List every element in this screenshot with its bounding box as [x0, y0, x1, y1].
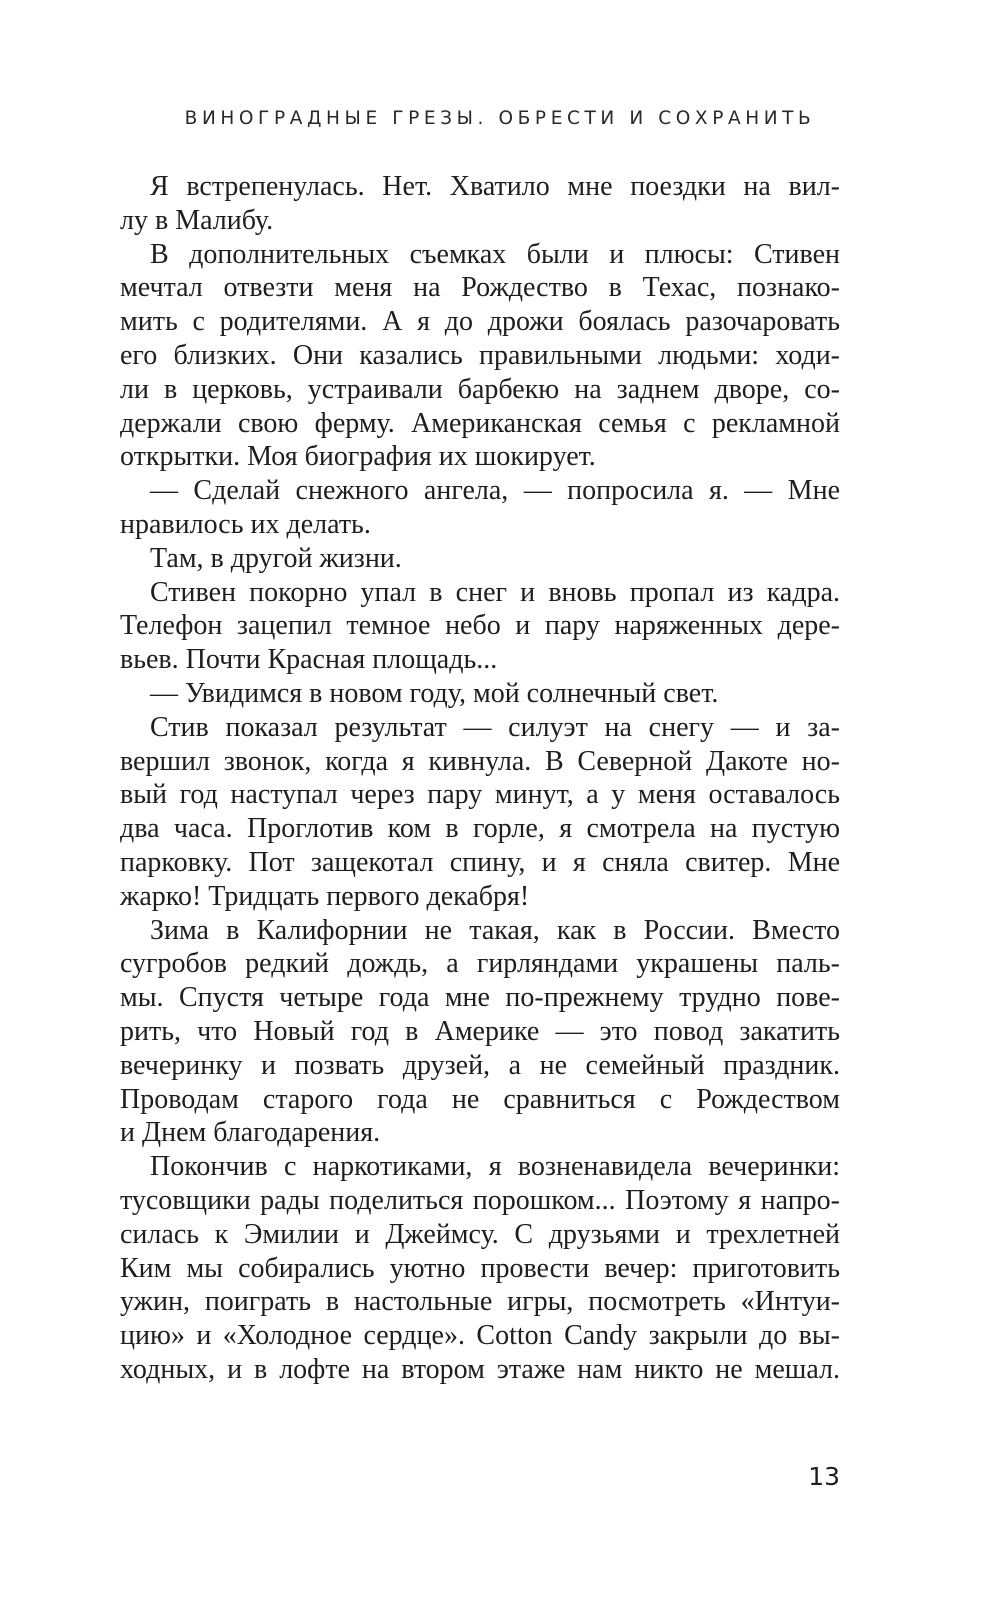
- text-line: вый год наступал через пару минут, а у меня оставалось: [120, 779, 840, 811]
- paragraph: [120, 170, 840, 238]
- text-line: Ким мы собирались уютно провести вечер: приготовить: [120, 1252, 840, 1284]
- text-line: его близких. Они казались правильными людьми: ходи-: [120, 339, 840, 371]
- text-line: ходных, и в лофте на втором этаже нам никто не мешал.: [120, 1353, 840, 1385]
- text-line: и Днем благодарения.: [120, 1117, 381, 1149]
- text-line: силась к Эмилии и Джеймсу. С друзьями и трехлетней: [120, 1218, 840, 1250]
- text-line: вечеринку и позвать друзей, а не семейный праздник.: [120, 1049, 840, 1081]
- text-line: ужин, поиграть в настольные игры, посмотреть «Интуи-: [120, 1286, 840, 1318]
- text-line: Проводам старого года не сравниться с Рождеством: [120, 1083, 840, 1115]
- text-line: тусовщики рады поделиться порошком... Поэтому я напро-: [120, 1184, 840, 1216]
- text-line: Покончив с наркотиками, я возненавидела вечеринки:: [150, 1151, 840, 1183]
- text-line: мы. Спустя четыре года мне по-прежнему трудно пове-: [120, 982, 840, 1014]
- page-body: [120, 170, 840, 1387]
- text-line: два часа. Проглотив ком в горле, я смотрела на пустую: [120, 813, 840, 845]
- paragraph: [120, 914, 840, 1151]
- paragraph: [120, 542, 840, 576]
- paragraph: [120, 677, 840, 711]
- running-title: ВИНОГРАДНЫЕ ГРЕЗЫ. ОБРЕСТИ И СОХРАНИТЬ: [184, 108, 816, 129]
- text-line: Стив показал результат — силуэт на снегу — и за-: [150, 711, 840, 743]
- text-line: ли в церковь, устраивали барбекю на заднем дворе, со-: [120, 373, 840, 405]
- text-line: нравилось их делать.: [120, 508, 371, 540]
- text-line: — Сделай снежного ангела, — попросила я. — Мне: [150, 475, 840, 507]
- paragraph: [120, 576, 840, 677]
- text-line: Телефон зацепил темное небо и пару наряженных дере-: [120, 610, 840, 642]
- text-line: парковку. Пот защекотал спину, и я сняла свитер. Мне: [120, 846, 840, 878]
- text-line: лу в Малибу.: [120, 204, 274, 236]
- text-line: цию» и «Холодное сердце». Cotton Candy закрыли до вы-: [120, 1320, 840, 1352]
- text-line: мечтал отвезти меня на Рождество в Техас, познако-: [120, 272, 840, 304]
- text-line: открытки. Моя биография их шокирует.: [120, 441, 596, 473]
- text-line: Я встрепенулась. Нет. Хватило мне поездки на вил-: [150, 171, 840, 202]
- text-line: Зима в Калифорнии не такая, как в России. Вместо: [150, 914, 840, 946]
- text-line: жарко! Тридцать первого декабря!: [120, 880, 530, 912]
- text-line: В дополнительных съемках были и плюсы: Стивен: [150, 238, 840, 270]
- page-number: 13: [808, 1462, 840, 1491]
- text-line: — Увидимся в новом году, мой солнечный свет.: [150, 677, 719, 709]
- paragraph: [120, 1150, 840, 1387]
- text-line: вьев. Почти Красная площадь...: [120, 644, 498, 676]
- text-line: вершил звонок, когда я кивнула. В Северной Дакоте но-: [120, 745, 840, 777]
- paragraph: [120, 238, 840, 475]
- text-line: сугробов редкий дождь, а гирляндами украшены паль-: [120, 948, 840, 980]
- text-line: Там, в другой жизни.: [150, 542, 402, 574]
- paragraph: [120, 474, 840, 542]
- text-line: Стивен покорно упал в снег и вновь пропал из кадра.: [150, 576, 840, 608]
- text-line: рить, что Новый год в Америке — это повод закатить: [120, 1015, 840, 1047]
- text-line: мить с родителями. А я до дрожи боялась разочаровать: [120, 306, 840, 338]
- text-line: держали свою ферму. Американская семья с рекламной: [120, 407, 840, 439]
- paragraph: [120, 711, 840, 914]
